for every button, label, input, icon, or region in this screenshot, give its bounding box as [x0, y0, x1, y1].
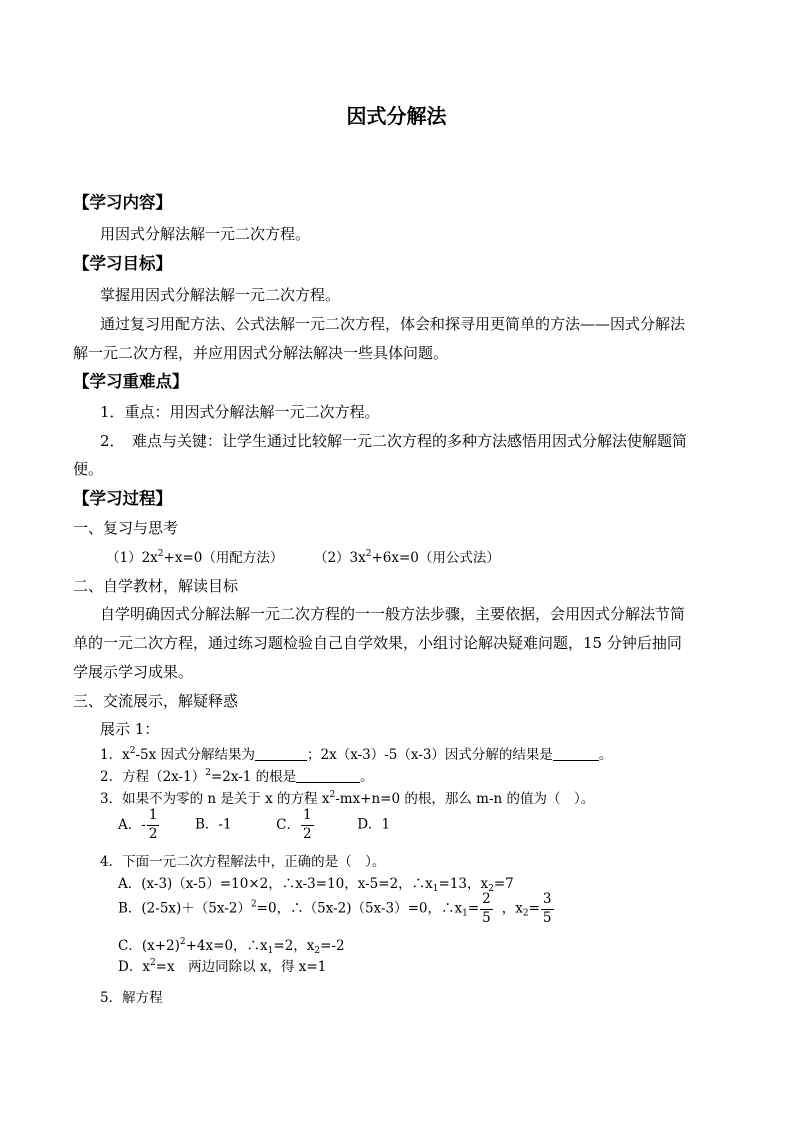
- question-3-options: [118, 809, 390, 841]
- review-questions: $(1)2x^2+x=0$（用配方法） $(2)3x^2+6x=0$（用公式法）: [106, 549, 500, 566]
- question-4: 4．下面一元二次方程解法中，正确的是（ ）。: [100, 854, 386, 870]
- section-2-heading: 二、自学教材，解读目标: [73, 577, 239, 595]
- section-1-heading: 一、复习与思考: [73, 519, 179, 537]
- answer-blank[interactable]: [553, 746, 599, 761]
- heading-key-points: 【学习重难点】: [73, 372, 189, 391]
- key-point-2b: 便。: [73, 460, 104, 478]
- key-point-1: 1．重点：用因式分解法解一元二次方程。: [100, 403, 380, 421]
- question-1: 1．$x^2-5x$ 因式分解结果为 ；2x（x-3）-5（x-3）因式分解的结果是 。: [100, 746, 613, 763]
- key-point-2a: 2． 难点与关键：让学生通过比较解一元二次方程的多种方法感悟用因式分解法使解题简: [100, 432, 688, 450]
- goal-line-2b: 解一元二次方程，并应用因式分解法解决一些具体问题。: [73, 344, 449, 362]
- fraction: $\frac{2}{5}$: [482, 891, 491, 926]
- heading-study-content: 【学习内容】: [73, 193, 172, 212]
- section-2-para-3: 学展示学习成果。: [73, 663, 194, 681]
- show-1-label: 展示 1：: [100, 720, 160, 738]
- question-2: 2．方程$(2x-1)^2=2x-1$ 的根是 。: [100, 768, 374, 785]
- question-4-option-c[interactable]: C．$(x+2)^2+4x=0$，$\therefore x_1=2$，$x_2=-2$: [118, 937, 345, 956]
- answer-blank[interactable]: [255, 746, 307, 761]
- goal-line-1: 掌握用因式分解法解一元二次方程。: [100, 286, 341, 304]
- option-a[interactable]: A．- $\frac{1}{2}$: [118, 807, 158, 842]
- heading-study-process: 【学习过程】: [73, 489, 172, 508]
- question-4-option-b[interactable]: B．$(2-5x)+(5x-2)^2=0$，∴（5x-2)（5x-3）=0，$\therefore x_1=$ $\frac{2}{5}$ ，$x_2=$ $\frac{3}{5}$: [118, 891, 552, 926]
- fraction: $\frac{1}{2}$: [148, 807, 158, 842]
- question-5: 5．解方程: [100, 990, 163, 1006]
- heading-study-goal: 【学习目标】: [73, 254, 172, 273]
- option-b[interactable]: B．-1: [195, 816, 232, 833]
- answer-blank[interactable]: [296, 768, 360, 783]
- section-2-para-2: 单的一元二次方程，通过练习题检验自己自学效果，小组讨论解决疑难问题，15 分钟后抽同: [73, 634, 682, 652]
- fraction: $\frac{1}{2}$: [303, 807, 312, 842]
- section-2-para-1: 自学明确因式分解法解一元二次方程的一一般方法步骤，主要依据，会用因式分解法节简: [100, 605, 686, 623]
- question-4-option-d[interactable]: D．$x^2=x$ 两边同除以 x，得 x=1: [118, 958, 327, 975]
- option-d[interactable]: D．1: [357, 816, 391, 833]
- goal-line-2a: 通过复习用配方法、公式法解一元二次方程，体会和探寻用更简单的方法——因式分解法: [100, 315, 686, 333]
- section-3-heading: 三、交流展示，解疑释惑: [73, 692, 239, 710]
- study-content-text: 用因式分解法解一元二次方程。: [100, 225, 311, 243]
- question-4-option-a[interactable]: A．(x-3)（x-5）=10×2，∴x-3=10，x-5=2，$\therefore x_1=13$，$x_2=7$: [118, 876, 514, 894]
- page-title: 因式分解法: [346, 104, 447, 128]
- question-3: 3．如果不为零的 n 是关于 x 的方程 $x^2-mx+n=0$ 的根，那么 m-n 的值为（ ）。: [100, 790, 595, 807]
- fraction: $\frac{3}{5}$: [542, 891, 552, 926]
- option-c[interactable]: C． $\frac{1}{2}$: [276, 807, 312, 842]
